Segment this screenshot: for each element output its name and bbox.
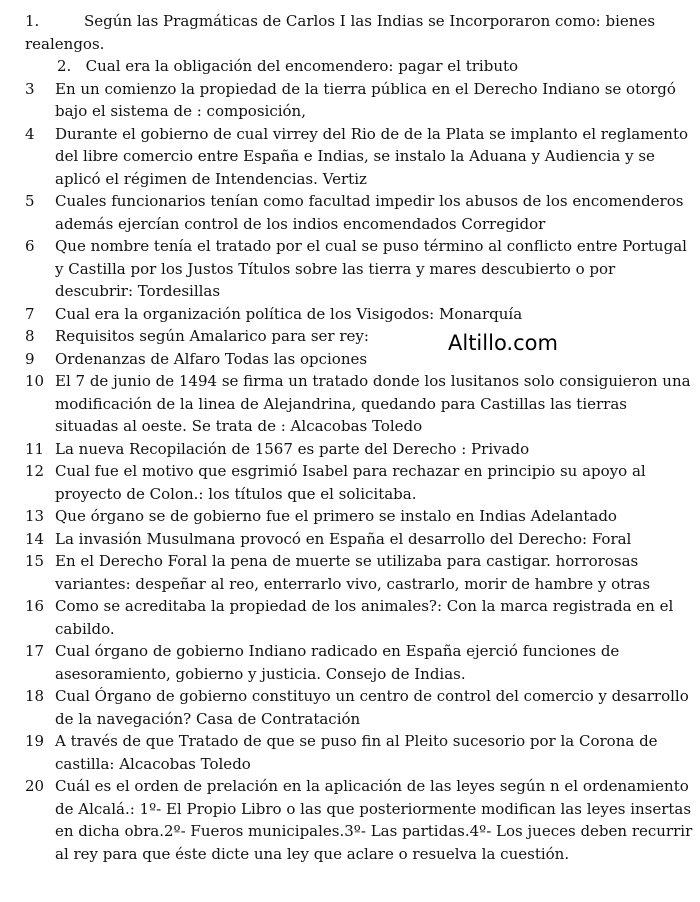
list-item (0, 78, 700, 123)
list-item (0, 123, 700, 191)
item-number: 2. (57, 57, 72, 75)
item-text: Cual era la obligación del encomendero: pagar el tributo (85, 57, 519, 75)
item-number: 12 (25, 462, 45, 480)
item-number: 10 (25, 372, 45, 390)
item-number: 16 (25, 597, 45, 615)
item-number: 7 (25, 304, 35, 323)
item-text: La nueva Recopilación de 1567 es parte del Derecho : Privado (55, 439, 530, 458)
question-list (0, 10, 700, 865)
list-item (0, 348, 700, 371)
list-item (0, 730, 700, 775)
item-number: 9 (25, 349, 35, 368)
item-text: En el Derecho Foral la pena de muerte se utilizaba para castigar. horrorosas variantes: despeñar al reo, enterrarlo vivo, castrarlo, morir de hambre y otras (55, 552, 651, 593)
item-number: 20 (25, 777, 45, 795)
item-number: 14 (25, 529, 45, 548)
list-item (0, 775, 700, 865)
item-number: 1. (25, 12, 40, 30)
item-text: Que nombre tenía el tratado por el cual se puso término al conflicto entre Portugal y Castilla por los Justos Títulos sobre las tierra y mares descubierto o por descubrir: Tordesillas (55, 237, 687, 300)
list-item (0, 505, 700, 528)
list-item (0, 595, 700, 640)
item-text: Cual era la organización política de los Visigodos: Monarquía (55, 304, 523, 323)
item-text: Durante el gobierno de cual virrey del Rio de de la Plata se implanto el reglamento del libre comercio entre España e Indias, se instalo la Aduana y Audiencia y se aplicó el régimen de Intendencias. Vertiz (55, 124, 689, 188)
list-item (0, 438, 700, 461)
list-item (0, 235, 700, 303)
list-item (0, 640, 700, 685)
item-text: Cual Órgano de gobierno constituyo un centro de control del comercio y desarrollo de la navegación? Casa de Contratación (55, 687, 689, 728)
item-text: Ordenanzas de Alfaro Todas las opciones (55, 349, 368, 368)
item-text: Cuál es el orden de prelación en la aplicación de las leyes según n el ordenamiento de Alcalá.: 1º- El Propio Libro o las que posteriormente modifican las leyes insertas en dicha obra.2º- Fueros municipales.3º- Las partidas.4º- Los jueces deben recurrir al rey para que éste dicte una ley que aclare o resuelva la cuestión. (55, 777, 693, 863)
list-item (0, 685, 700, 730)
list-item (0, 10, 700, 55)
item-text: Cual fue el motivo que esgrimió Isabel para rechazar en principio su apoyo al proyecto de Colon.: los títulos que el solicitaba. (55, 462, 646, 503)
list-item (0, 528, 700, 551)
watermark-link[interactable]: Altillo.com (448, 331, 558, 355)
item-text: Según las Pragmáticas de Carlos I las Indias se Incorporaron como: bienes realengos. (25, 12, 656, 53)
item-number: 11 (25, 439, 45, 458)
item-text: Como se acreditaba la propiedad de los animales?: Con la marca registrada en el cabildo. (55, 597, 674, 638)
item-number: 13 (25, 507, 45, 525)
list-item (0, 303, 700, 326)
item-number: 6 (25, 237, 35, 255)
item-number: 15 (25, 552, 45, 570)
item-number: 17 (25, 642, 45, 660)
item-number: 18 (25, 687, 45, 705)
list-item (0, 370, 700, 438)
item-number: 3 (25, 79, 35, 98)
list-item (0, 550, 700, 595)
item-number: 4 (25, 124, 35, 143)
item-number: 19 (25, 732, 45, 750)
list-item (0, 190, 700, 235)
item-text: Cuales funcionarios tenían como facultad impedir los abusos de los encomenderos además ejercían control de los indios encomendados Corregidor (55, 192, 684, 233)
list-item (0, 460, 700, 505)
item-text: La invasión Musulmana provocó en España el desarrollo del Derecho: Foral (55, 529, 632, 548)
list-item (0, 55, 700, 78)
item-text: Requisitos según Amalarico para ser rey: (55, 327, 369, 345)
item-text: En un comienzo la propiedad de la tierra pública en el Derecho Indiano se otorgó bajo el sistema de : composición, (55, 79, 676, 120)
list-item (0, 325, 700, 348)
item-text: Que órgano se de gobierno fue el primero se instalo en Indias Adelantado (55, 507, 617, 525)
item-text: A través de que Tratado de que se puso fin al Pleito sucesorio por la Corona de castilla: Alcacobas Toledo (55, 732, 658, 773)
item-text: Cual órgano de gobierno Indiano radicado en España ejerció funciones de asesoramiento, gobierno y justicia. Consejo de Indias. (55, 642, 620, 683)
item-number: 5 (25, 192, 35, 210)
item-number: 8 (25, 327, 35, 345)
item-text: El 7 de junio de 1494 se firma un tratado donde los lusitanos solo consiguieron una modificación de la linea de Alejandrina, quedando para Castillas las tierras situadas al oeste. Se trata de : Alcacobas Toledo (55, 372, 691, 435)
